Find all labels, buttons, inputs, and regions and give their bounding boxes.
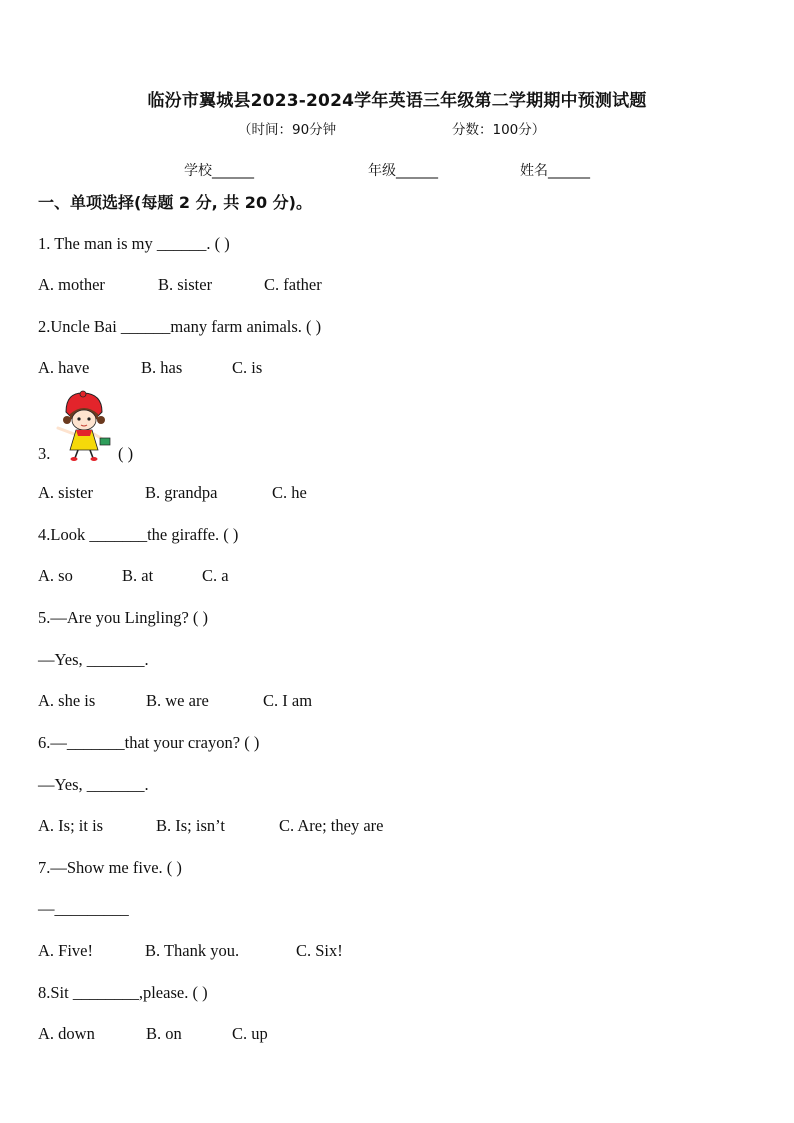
exam-title: 临汾市翼城县2023-2024学年英语三年级第二学期期中预测试题 — [147, 91, 647, 111]
q2-option-c: C. is — [232, 358, 263, 377]
question-5: 5.—Are you Lingling? ( ) — [38, 608, 209, 627]
question-6: 6.—_______that your crayon? ( ) — [38, 733, 260, 752]
q8-option-b: B. on — [146, 1024, 182, 1043]
section-title: 一、单项选择(每题 2 分, 共 20 分)。 — [38, 193, 312, 212]
q3-option-c: C. he — [272, 483, 307, 502]
q2-option-b: B. has — [141, 358, 183, 377]
q7-option-c: C. Six! — [296, 941, 343, 960]
q4-option-a: A. so — [38, 566, 73, 585]
q7-option-b: B. Thank you. — [145, 941, 240, 960]
question-7-answer-line: —_________ — [38, 899, 129, 918]
q8-option-c: C. up — [232, 1024, 268, 1043]
name-field: 姓名______ — [520, 163, 590, 179]
question-2: 2.Uncle Bai ______many farm animals. ( ) — [38, 317, 322, 336]
q6-option-b: B. Is; isn’t — [156, 816, 225, 835]
exam-score: 分数：100分） — [452, 122, 546, 138]
q8-option-a: A. down — [38, 1024, 95, 1043]
q4-option-c: C. a — [202, 566, 229, 585]
q3-option-a: A. sister — [38, 483, 93, 502]
q5-option-b: B. we are — [146, 691, 209, 710]
question-1: 1. The man is my ______. ( ) — [38, 234, 230, 253]
q1-option-a: A. mother — [38, 275, 105, 294]
q4-option-b: B. at — [122, 566, 154, 585]
q1-option-b: B. sister — [158, 275, 213, 294]
q2-option-a: A. have — [38, 358, 90, 377]
school-field: 学校______ — [184, 163, 254, 179]
girl-illustration — [52, 390, 114, 462]
exam-time: （时间：90分钟 — [238, 122, 337, 138]
question-3-answer-paren: ( ) — [118, 444, 134, 463]
q5-option-c: C. I am — [263, 691, 313, 710]
question-3-number: 3. — [38, 444, 51, 463]
question-8: 8.Sit ________,please. ( ) — [38, 983, 208, 1002]
q6-option-a: A. Is; it is — [38, 816, 104, 835]
q1-option-c: C. father — [264, 275, 322, 294]
question-7: 7.—Show me five. ( ) — [38, 858, 182, 877]
question-4: 4.Look _______the giraffe. ( ) — [38, 525, 239, 544]
question-6-answer-line: —Yes, _______. — [38, 775, 149, 794]
question-5-answer-line: —Yes, _______. — [38, 650, 149, 669]
grade-field: 年级______ — [368, 163, 438, 179]
q6-option-c: C. Are; they are — [279, 816, 384, 835]
q5-option-a: A. she is — [38, 691, 96, 710]
q7-option-a: A. Five! — [38, 941, 93, 960]
q3-option-b: B. grandpa — [145, 483, 218, 502]
